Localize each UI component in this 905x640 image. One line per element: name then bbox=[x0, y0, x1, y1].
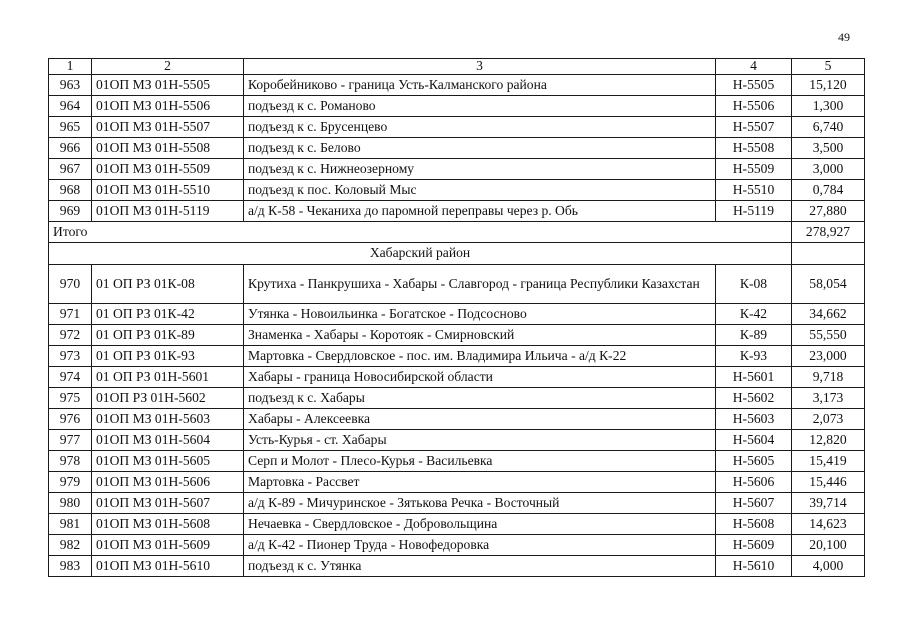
road-length: 12,820 bbox=[792, 430, 865, 451]
road-code: 01ОП МЗ 01Н-5508 bbox=[92, 138, 244, 159]
table-row bbox=[49, 75, 865, 96]
row-number: 967 bbox=[49, 159, 92, 180]
road-name: Мартовка - Рассвет bbox=[244, 472, 716, 493]
road-id: Н-5605 bbox=[716, 451, 792, 472]
road-length: 3,500 bbox=[792, 138, 865, 159]
road-id: Н-5119 bbox=[716, 201, 792, 222]
road-length: 1,300 bbox=[792, 96, 865, 117]
road-code: 01ОП МЗ 01Н-5507 bbox=[92, 117, 244, 138]
table-row bbox=[49, 180, 865, 201]
road-code: 01ОП МЗ 01Н-5510 bbox=[92, 180, 244, 201]
row-number: 973 bbox=[49, 346, 92, 367]
road-length: 39,714 bbox=[792, 493, 865, 514]
road-name: Крутиха - Панкрушиха - Хабары - Славгород - граница Республики Казахстан bbox=[244, 265, 716, 304]
table-row bbox=[49, 201, 865, 222]
road-name: а/д К-58 - Чеканиха до паромной переправы через р. Обь bbox=[244, 201, 716, 222]
road-id: Н-5609 bbox=[716, 535, 792, 556]
road-length: 3,173 bbox=[792, 388, 865, 409]
row-number: 964 bbox=[49, 96, 92, 117]
road-id: К-93 bbox=[716, 346, 792, 367]
road-name: подъезд к с. Утянка bbox=[244, 556, 716, 577]
road-name: подъезд к с. Романово bbox=[244, 96, 716, 117]
table-row bbox=[49, 325, 865, 346]
road-id: Н-5608 bbox=[716, 514, 792, 535]
table-row bbox=[49, 138, 865, 159]
total-label: Итого bbox=[49, 222, 792, 243]
road-id: Н-5506 bbox=[716, 96, 792, 117]
road-name: Коробейниково - граница Усть-Калманского района bbox=[244, 75, 716, 96]
road-code: 01ОП МЗ 01Н-5605 bbox=[92, 451, 244, 472]
road-length: 15,446 bbox=[792, 472, 865, 493]
road-id: Н-5508 bbox=[716, 138, 792, 159]
road-length: 4,000 bbox=[792, 556, 865, 577]
road-id: Н-5604 bbox=[716, 430, 792, 451]
row-number: 972 bbox=[49, 325, 92, 346]
road-length: 20,100 bbox=[792, 535, 865, 556]
road-id: Н-5509 bbox=[716, 159, 792, 180]
road-code: 01ОП МЗ 01Н-5607 bbox=[92, 493, 244, 514]
table-row bbox=[49, 346, 865, 367]
road-id: Н-5505 bbox=[716, 75, 792, 96]
row-number: 970 bbox=[49, 265, 92, 304]
road-code: 01 ОП РЗ 01Н-5601 bbox=[92, 367, 244, 388]
page-number: 49 bbox=[838, 30, 850, 44]
table-row bbox=[49, 304, 865, 325]
road-name: подъезд к с. Нижнеозерному bbox=[244, 159, 716, 180]
road-name: Серп и Молот - Плесо-Курья - Васильевка bbox=[244, 451, 716, 472]
road-name: а/д К-42 - Пионер Труда - Новофедоровка bbox=[244, 535, 716, 556]
road-code: 01ОП МЗ 01Н-5506 bbox=[92, 96, 244, 117]
road-id: К-89 bbox=[716, 325, 792, 346]
row-number: 969 bbox=[49, 201, 92, 222]
row-number: 979 bbox=[49, 472, 92, 493]
road-code: 01ОП МЗ 01Н-5609 bbox=[92, 535, 244, 556]
header-cell-4: 4 bbox=[716, 59, 792, 75]
road-name: Хабары - граница Новосибирской области bbox=[244, 367, 716, 388]
road-code: 01 ОП РЗ 01К-42 bbox=[92, 304, 244, 325]
table-row bbox=[49, 514, 865, 535]
road-id: К-08 bbox=[716, 265, 792, 304]
road-code: 01ОП РЗ 01Н-5602 bbox=[92, 388, 244, 409]
road-name: а/д К-89 - Мичуринское - Зятькова Речка - Восточный bbox=[244, 493, 716, 514]
total-value: 278,927 bbox=[792, 222, 865, 243]
header-row bbox=[49, 59, 865, 75]
road-code: 01ОП МЗ 01Н-5610 bbox=[92, 556, 244, 577]
roads-table bbox=[48, 58, 865, 577]
road-length: 15,120 bbox=[792, 75, 865, 96]
road-name: подъезд к с. Брусенцево bbox=[244, 117, 716, 138]
header-cell-2: 2 bbox=[92, 59, 244, 75]
section-title: Хабарский район bbox=[49, 243, 792, 265]
header-cell-5: 5 bbox=[792, 59, 865, 75]
road-name: Хабары - Алексеевка bbox=[244, 409, 716, 430]
road-length: 3,000 bbox=[792, 159, 865, 180]
section-row bbox=[49, 243, 865, 265]
road-id: Н-5507 bbox=[716, 117, 792, 138]
road-code: 01ОП МЗ 01Н-5509 bbox=[92, 159, 244, 180]
road-length: 55,550 bbox=[792, 325, 865, 346]
row-number: 971 bbox=[49, 304, 92, 325]
table-row bbox=[49, 388, 865, 409]
table-row bbox=[49, 556, 865, 577]
road-length: 9,718 bbox=[792, 367, 865, 388]
table-row bbox=[49, 535, 865, 556]
row-number: 980 bbox=[49, 493, 92, 514]
road-length: 15,419 bbox=[792, 451, 865, 472]
row-number: 982 bbox=[49, 535, 92, 556]
total-row bbox=[49, 222, 865, 243]
road-name: подъезд к с. Белово bbox=[244, 138, 716, 159]
road-code: 01ОП МЗ 01Н-5505 bbox=[92, 75, 244, 96]
road-length: 14,623 bbox=[792, 514, 865, 535]
road-code: 01ОП МЗ 01Н-5119 bbox=[92, 201, 244, 222]
section-empty-cell bbox=[792, 243, 865, 265]
road-code: 01ОП МЗ 01Н-5606 bbox=[92, 472, 244, 493]
road-length: 58,054 bbox=[792, 265, 865, 304]
road-name: Мартовка - Свердловское - пос. им. Владимира Ильича - а/д К-22 bbox=[244, 346, 716, 367]
road-length: 2,073 bbox=[792, 409, 865, 430]
road-id: Н-5601 bbox=[716, 367, 792, 388]
road-code: 01 ОП РЗ 01К-89 bbox=[92, 325, 244, 346]
road-code: 01ОП МЗ 01Н-5603 bbox=[92, 409, 244, 430]
table-row bbox=[49, 367, 865, 388]
table-row bbox=[49, 472, 865, 493]
road-name: Утянка - Новоильинка - Богатское - Подсосново bbox=[244, 304, 716, 325]
row-number: 976 bbox=[49, 409, 92, 430]
table-row bbox=[49, 117, 865, 138]
road-code: 01 ОП РЗ 01К-08 bbox=[92, 265, 244, 304]
row-number: 966 bbox=[49, 138, 92, 159]
road-id: Н-5610 bbox=[716, 556, 792, 577]
road-length: 27,880 bbox=[792, 201, 865, 222]
row-number: 975 bbox=[49, 388, 92, 409]
road-name: подъезд к пос. Коловый Мыс bbox=[244, 180, 716, 201]
row-number: 968 bbox=[49, 180, 92, 201]
road-length: 6,740 bbox=[792, 117, 865, 138]
row-number: 981 bbox=[49, 514, 92, 535]
road-code: 01 ОП РЗ 01К-93 bbox=[92, 346, 244, 367]
row-number: 977 bbox=[49, 430, 92, 451]
road-name: подъезд к с. Хабары bbox=[244, 388, 716, 409]
road-code: 01ОП МЗ 01Н-5604 bbox=[92, 430, 244, 451]
road-name: Усть-Курья - ст. Хабары bbox=[244, 430, 716, 451]
row-number: 974 bbox=[49, 367, 92, 388]
table-row bbox=[49, 451, 865, 472]
road-id: Н-5606 bbox=[716, 472, 792, 493]
table-row bbox=[49, 493, 865, 514]
table-row bbox=[49, 265, 865, 304]
row-number: 983 bbox=[49, 556, 92, 577]
table-row bbox=[49, 409, 865, 430]
road-length: 34,662 bbox=[792, 304, 865, 325]
table-row bbox=[49, 159, 865, 180]
road-length: 23,000 bbox=[792, 346, 865, 367]
row-number: 978 bbox=[49, 451, 92, 472]
road-id: Н-5510 bbox=[716, 180, 792, 201]
table-row bbox=[49, 96, 865, 117]
row-number: 965 bbox=[49, 117, 92, 138]
road-id: Н-5602 bbox=[716, 388, 792, 409]
table-row bbox=[49, 430, 865, 451]
header-cell-1: 1 bbox=[49, 59, 92, 75]
road-id: Н-5607 bbox=[716, 493, 792, 514]
road-name: Знаменка - Хабары - Коротояк - Смирновский bbox=[244, 325, 716, 346]
road-name: Нечаевка - Свердловское - Добровольщина bbox=[244, 514, 716, 535]
road-id: Н-5603 bbox=[716, 409, 792, 430]
row-number: 963 bbox=[49, 75, 92, 96]
road-code: 01ОП МЗ 01Н-5608 bbox=[92, 514, 244, 535]
road-id: К-42 bbox=[716, 304, 792, 325]
header-cell-3: 3 bbox=[244, 59, 716, 75]
road-length: 0,784 bbox=[792, 180, 865, 201]
